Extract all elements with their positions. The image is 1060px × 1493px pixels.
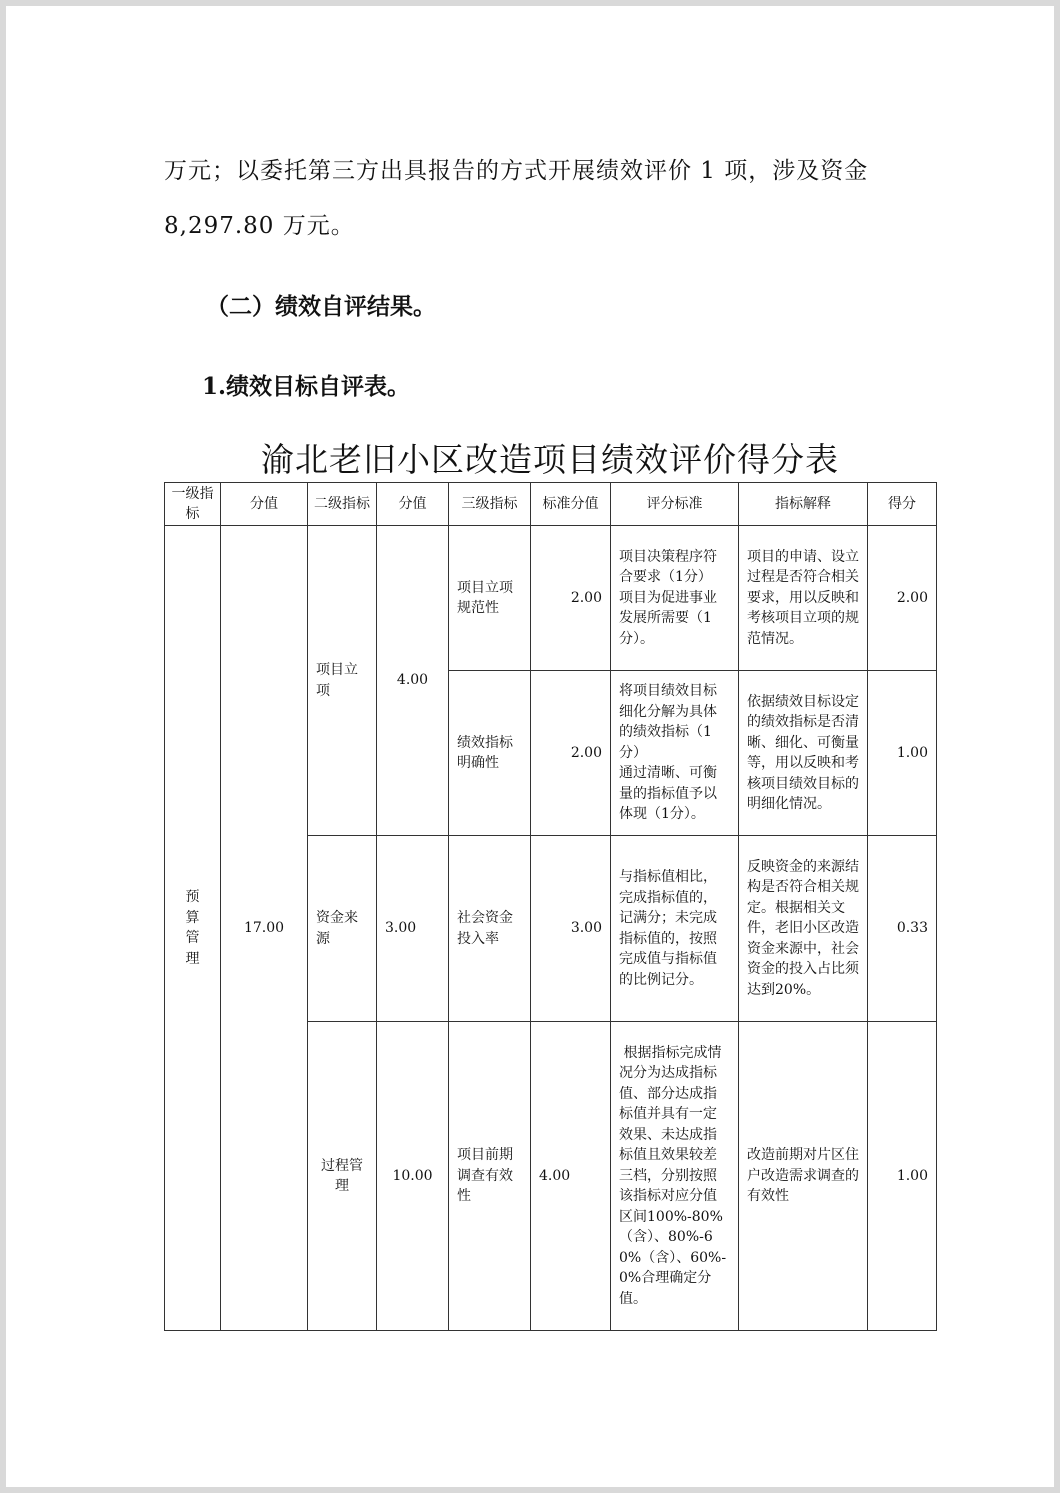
score-cell: 2.00 bbox=[868, 526, 937, 671]
level2-score-cell: 4.00 bbox=[377, 526, 449, 836]
standard-score-cell: 3.00 bbox=[531, 836, 611, 1022]
level2-name-cell: 过程管理 bbox=[308, 1022, 377, 1331]
level3-indicator-cell: 绩效指标明确性 bbox=[449, 671, 531, 836]
table-title: 渝北老旧小区改造项目绩效评价得分表 bbox=[261, 440, 839, 479]
criteria-cell: 根据指标完成情况分为达成指标值、部分达成指标值并具有一定效果、未达成指标值且效果较差三档，分别按照该指标对应分值区间100%-80%（含）、80%-60%（含）、60%-0%合理确定分值。 bbox=[611, 1022, 739, 1331]
standard-score-cell: 4.00 bbox=[531, 1022, 611, 1331]
section-heading: （二）绩效自评结果。 bbox=[206, 293, 436, 320]
level2-score-cell: 3.00 bbox=[377, 836, 449, 1022]
header-cell: 指标解释 bbox=[739, 483, 868, 526]
header-cell: 一级指标 bbox=[165, 483, 221, 526]
level2-score-cell: 10.00 bbox=[377, 1022, 449, 1331]
explanation-cell: 依据绩效目标设定的绩效指标是否清晰、细化、可衡量等，用以反映和考核项目绩效目标的明细化情况。 bbox=[739, 671, 868, 836]
table-row bbox=[165, 526, 937, 671]
standard-score-cell: 2.00 bbox=[531, 671, 611, 836]
criteria-cell: 项目决策程序符合要求（1分） 项目为促进事业发展所需要（1分）。 bbox=[611, 526, 739, 671]
header-cell: 二级指标 bbox=[308, 483, 377, 526]
score-cell: 1.00 bbox=[868, 671, 937, 836]
header-cell: 得分 bbox=[868, 483, 937, 526]
header-cell: 评分标准 bbox=[611, 483, 739, 526]
header-cell: 三级指标 bbox=[449, 483, 531, 526]
level3-indicator-cell: 项目立项规范性 bbox=[449, 526, 531, 671]
level3-indicator-cell: 项目前期调查有效性 bbox=[449, 1022, 531, 1331]
level2-name-cell: 项目立项 bbox=[308, 526, 377, 836]
score-cell: 1.00 bbox=[868, 1022, 937, 1331]
explanation-cell: 反映资金的来源结构是否符合相关规定。根据相关文件，老旧小区改造资金来源中，社会资金的投入占比须达到20%。 bbox=[739, 836, 868, 1022]
score-table bbox=[164, 482, 937, 1331]
score-cell: 0.33 bbox=[868, 836, 937, 1022]
body-text-line: 万元；以委托第三方出具报告的方式开展绩效评价 1 项，涉及资金 bbox=[164, 158, 869, 184]
level2-name-cell: 资金来源 bbox=[308, 836, 377, 1022]
subsection-heading: 1.绩效目标自评表。 bbox=[202, 373, 411, 400]
criteria-cell: 将项目绩效目标细化分解为具体的绩效指标（1分） 通过清晰、可衡量的指标值予以体现（1分）。 bbox=[611, 671, 739, 836]
header-cell: 分值 bbox=[221, 483, 308, 526]
table-header-row bbox=[165, 483, 937, 526]
document-page bbox=[6, 6, 1054, 1487]
explanation-cell: 改造前期对片区住户改造需求调查的有效性 bbox=[739, 1022, 868, 1331]
level1-name-cell: 预算管理 bbox=[165, 526, 221, 1331]
criteria-cell: 与指标值相比，完成指标值的，记满分；未完成指标值的，按照完成值与指标值的比例记分。 bbox=[611, 836, 739, 1022]
header-cell: 标准分值 bbox=[531, 483, 611, 526]
level1-score-cell: 17.00 bbox=[221, 526, 308, 1331]
explanation-cell: 项目的申请、设立过程是否符合相关要求，用以反映和考核项目立项的规范情况。 bbox=[739, 526, 868, 671]
header-cell: 分值 bbox=[377, 483, 449, 526]
body-text-line: 8,297.80 万元。 bbox=[164, 213, 355, 239]
standard-score-cell: 2.00 bbox=[531, 526, 611, 671]
level3-indicator-cell: 社会资金投入率 bbox=[449, 836, 531, 1022]
